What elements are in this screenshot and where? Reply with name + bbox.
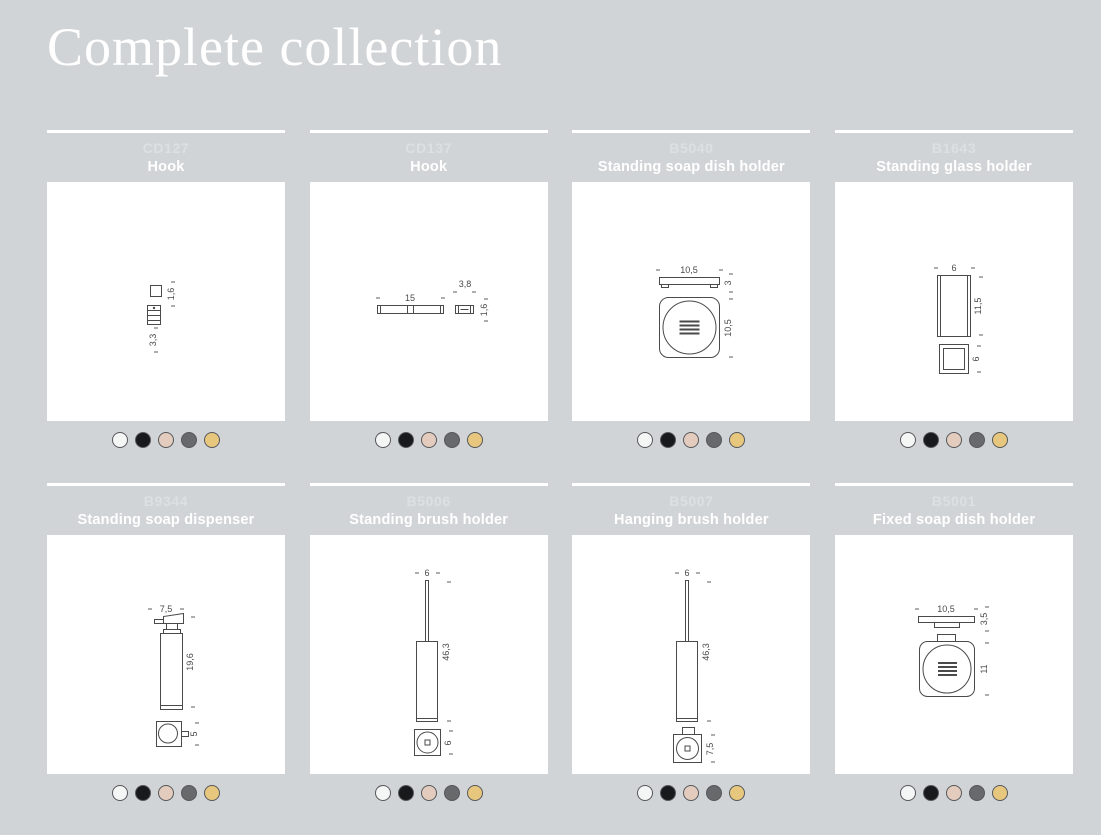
dimension-label: 10,5 [723, 319, 734, 337]
card-header [835, 133, 1073, 182]
card-header [47, 133, 285, 182]
finish-swatch-chrome [637, 432, 653, 448]
finish-swatch-chrome [375, 785, 391, 801]
product-name: Standing brush holder [349, 512, 509, 528]
finish-swatch-black [660, 432, 676, 448]
product-code: CD127 [142, 140, 190, 156]
top-view [157, 722, 189, 747]
finish-swatch-chrome [637, 785, 653, 801]
technical-drawing [47, 182, 285, 421]
top-view [674, 728, 702, 763]
product-card-b5007 [572, 483, 810, 803]
dimension-label: 6 [971, 356, 982, 362]
dimension-label: 6 [442, 740, 453, 746]
dimension-label: 46,3 [701, 643, 712, 661]
dimension-label: 6 [424, 568, 430, 578]
finish-swatch-gold [467, 432, 483, 448]
product-card-b5001 [835, 483, 1073, 803]
card-header [47, 486, 285, 535]
finish-swatch-anthracite [444, 432, 460, 448]
finish-swatch-black [135, 785, 151, 801]
front-view [938, 276, 971, 337]
finish-swatch-anthracite [969, 432, 985, 448]
dimension-label: 1,6 [166, 287, 176, 301]
side-view [919, 617, 975, 628]
finish-swatch-rose [946, 785, 962, 801]
dimension-label: 15 [404, 293, 415, 303]
finish-swatch-black [398, 432, 414, 448]
finish-swatch-chrome [112, 785, 128, 801]
product-name: Hook [410, 159, 448, 175]
product-card-cd137 [310, 130, 548, 450]
finish-swatch-rose [158, 432, 174, 448]
product-grid [47, 130, 1073, 803]
finish-swatch-chrome [900, 785, 916, 801]
finish-swatch-rose [683, 785, 699, 801]
product-image-panel [47, 535, 285, 774]
dimension-label: 1,6 [478, 303, 489, 317]
finish-swatch-anthracite [181, 785, 197, 801]
technical-drawing [310, 182, 548, 421]
technical-drawing [572, 182, 810, 421]
product-code: B1643 [931, 140, 977, 156]
product-image-panel [572, 182, 810, 421]
finish-swatch-black [660, 785, 676, 801]
product-card-b1643 [835, 130, 1073, 450]
finish-swatch-gold [204, 432, 220, 448]
finish-swatch-gold [467, 785, 483, 801]
dimension-label: 6 [951, 263, 957, 273]
side-view [455, 306, 473, 314]
front-view [151, 286, 162, 297]
product-name: Fixed soap dish holder [872, 512, 1036, 528]
top-view [414, 730, 440, 756]
finish-swatch-chrome [900, 432, 916, 448]
product-image-panel [835, 182, 1073, 421]
finish-swatch-rose [946, 432, 962, 448]
top-view [940, 345, 969, 374]
dimension-label: 7,5 [705, 742, 716, 756]
product-image-panel [310, 535, 548, 774]
finish-swatch-anthracite [706, 432, 722, 448]
dimension-label: 7,5 [159, 604, 173, 614]
product-card-b9344 [47, 483, 285, 803]
product-code: B5007 [669, 493, 714, 509]
dimension-label: 3,3 [148, 333, 158, 347]
finish-swatch-chrome [375, 432, 391, 448]
finish-swatch-rose [158, 785, 174, 801]
card-header [572, 486, 810, 535]
finish-swatch-chrome [112, 432, 128, 448]
finish-swatch-gold [729, 785, 745, 801]
finish-swatch-gold [992, 785, 1008, 801]
technical-drawing [835, 182, 1073, 421]
dimension-label: 46,3 [440, 643, 451, 661]
dimension-label: 3,8 [458, 279, 471, 289]
page-title: Complete collection [47, 17, 503, 77]
product-name: Hanging brush holder [614, 512, 769, 528]
finish-swatch-anthracite [706, 785, 722, 801]
front-view [377, 306, 443, 314]
finish-swatch-anthracite [969, 785, 985, 801]
product-card-cd127 [47, 130, 285, 450]
product-name: Standing soap dish holder [597, 159, 785, 175]
product-name: Standing soap dispenser [77, 512, 255, 528]
card-header [310, 486, 548, 535]
finish-swatches [47, 785, 285, 803]
side-view [148, 306, 161, 325]
dimension-label: 10,5 [937, 604, 955, 614]
finish-swatches [835, 432, 1073, 450]
finish-swatches [572, 432, 810, 450]
dimension-label: 5 [189, 731, 199, 737]
product-image-panel [835, 535, 1073, 774]
finish-swatches [835, 785, 1073, 803]
product-image-panel [47, 182, 285, 421]
dimension-label: 11,5 [973, 297, 984, 315]
technical-drawing [835, 535, 1073, 774]
dimension-label: 19,6 [185, 653, 195, 671]
top-view [660, 298, 720, 358]
finish-swatch-anthracite [181, 432, 197, 448]
product-image-panel [310, 182, 548, 421]
finish-swatches [310, 785, 548, 803]
product-code: CD137 [405, 140, 452, 156]
card-header [572, 133, 810, 182]
dimension-label: 3 [723, 280, 734, 286]
finish-swatches [310, 432, 548, 450]
top-view [920, 635, 975, 697]
product-name: Hook [147, 159, 185, 175]
dimension-label: 10,5 [680, 265, 699, 275]
card-header [835, 486, 1073, 535]
dimension-label: 6 [684, 568, 690, 578]
finish-swatch-anthracite [444, 785, 460, 801]
front-view [677, 581, 698, 722]
finish-swatch-black [398, 785, 414, 801]
technical-drawing [47, 535, 285, 774]
finish-swatches [47, 432, 285, 450]
dimension-label: 3,5 [979, 612, 990, 626]
side-view [660, 278, 720, 288]
finish-swatch-rose [421, 785, 437, 801]
front-view [155, 614, 184, 710]
dimension-label: 11 [979, 664, 990, 674]
technical-drawing [310, 535, 548, 774]
finish-swatch-rose [683, 432, 699, 448]
finish-swatch-gold [729, 432, 745, 448]
front-view [416, 581, 437, 722]
product-code: B5001 [931, 493, 977, 509]
finish-swatch-rose [421, 432, 437, 448]
product-image-panel [572, 535, 810, 774]
product-code: B9344 [143, 493, 189, 509]
card-header [310, 133, 548, 182]
product-name: Standing glass holder [876, 159, 1032, 175]
product-code: B5006 [406, 493, 451, 509]
finish-swatches [572, 785, 810, 803]
technical-drawing [572, 535, 810, 774]
product-card-b5040 [572, 130, 810, 450]
finish-swatch-black [923, 432, 939, 448]
product-card-b5006 [310, 483, 548, 803]
finish-swatch-black [135, 432, 151, 448]
finish-swatch-gold [204, 785, 220, 801]
finish-swatch-black [923, 785, 939, 801]
finish-swatch-gold [992, 432, 1008, 448]
product-code: B5040 [669, 140, 714, 156]
